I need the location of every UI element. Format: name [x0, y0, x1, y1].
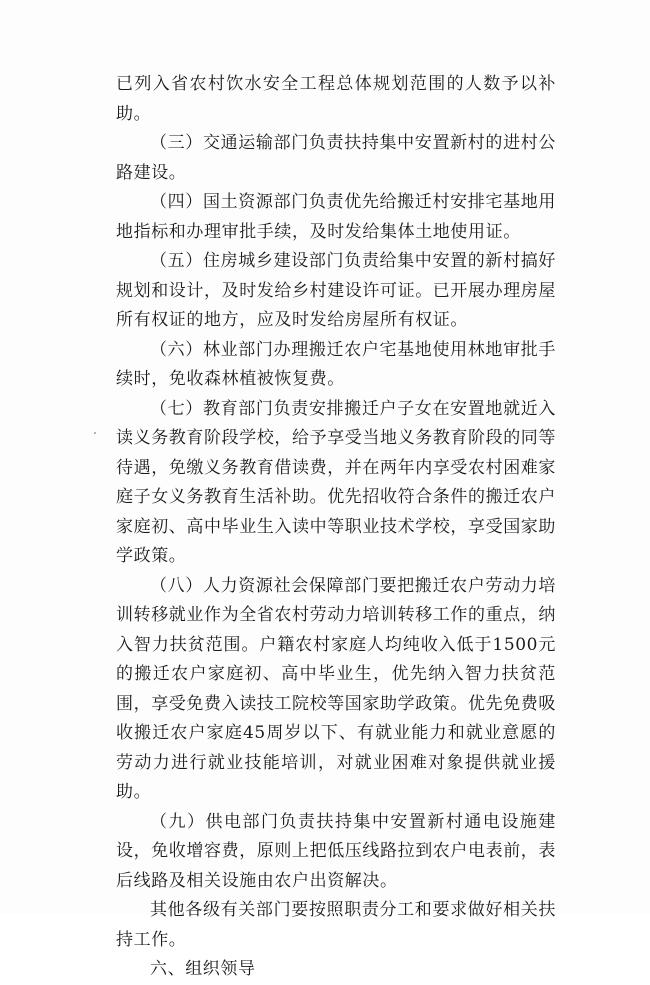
- paragraph-item-8-human-resources: （八）人力资源社会保障部门要把搬迁农户劳动力培训转移就业作为全省农村劳动力培训转移工作的重点，纳入智力扶贫范围。户籍农村家庭人均纯收入低于1500元的搬迁农户家庭初、高中毕业生，优先纳入智力扶贫范围，享受免费入读技工院校等国家助学政策。优先免费吸收搬迁农户家庭45周岁以下、有就业能力和就业意愿的劳动力进行就业技能培训，对就业困难对象提供就业援助。: [116, 575, 556, 802]
- document-body: [116, 70, 556, 985]
- paragraph-item-9-power-supply: （九）供电部门负责扶持集中安置新村通电设施建设，免收增容费，原则上把低压线路拉到农户电表前，表后线路及相关设施由农户出资解决。: [116, 811, 556, 891]
- paragraph-item-4-land-resources: （四）国土资源部门负责优先给搬迁村安排宅基地用地指标和办理审批手续，及时发给集体土地使用证。: [116, 192, 556, 242]
- paragraph-item-5-housing: （五）住房城乡建设部门负责给集中安置的新村搞好规划和设计，及时发给乡村建设许可证。已开展办理房屋所有权证的地方，应及时发给房屋所有权证。: [116, 251, 556, 330]
- paragraph-item-7-education: （七）教育部门负责安排搬迁户子女在安置地就近入读义务教育阶段学校，给予享受当地义务教育阶段的同等待遇，免缴义务教育借读费，并在两年内享受农村困难家庭子女义务教育生活补助。优先招收符合条件的搬迁农户家庭初、高中毕业生入读中等职业技术学校，享受国家助学政策。: [116, 398, 556, 566]
- section-heading-organization-leadership: 六、组织领导: [150, 959, 256, 979]
- paragraph-other-departments: 其他各级有关部门要按照职责分工和要求做好相关扶持工作。: [116, 900, 556, 950]
- paragraph-item-6-forestry: （六）林业部门办理搬迁农户宅基地使用林地审批手续时，免收森林植被恢复费。: [116, 339, 556, 389]
- paragraph-continuation: 已列入省农村饮水安全工程总体规划范围的人数予以补助。: [116, 74, 556, 124]
- scan-speck: [94, 432, 96, 434]
- paragraph-item-3-transport: （三）交通运输部门负责扶持集中安置新村的进村公路建设。: [116, 133, 556, 183]
